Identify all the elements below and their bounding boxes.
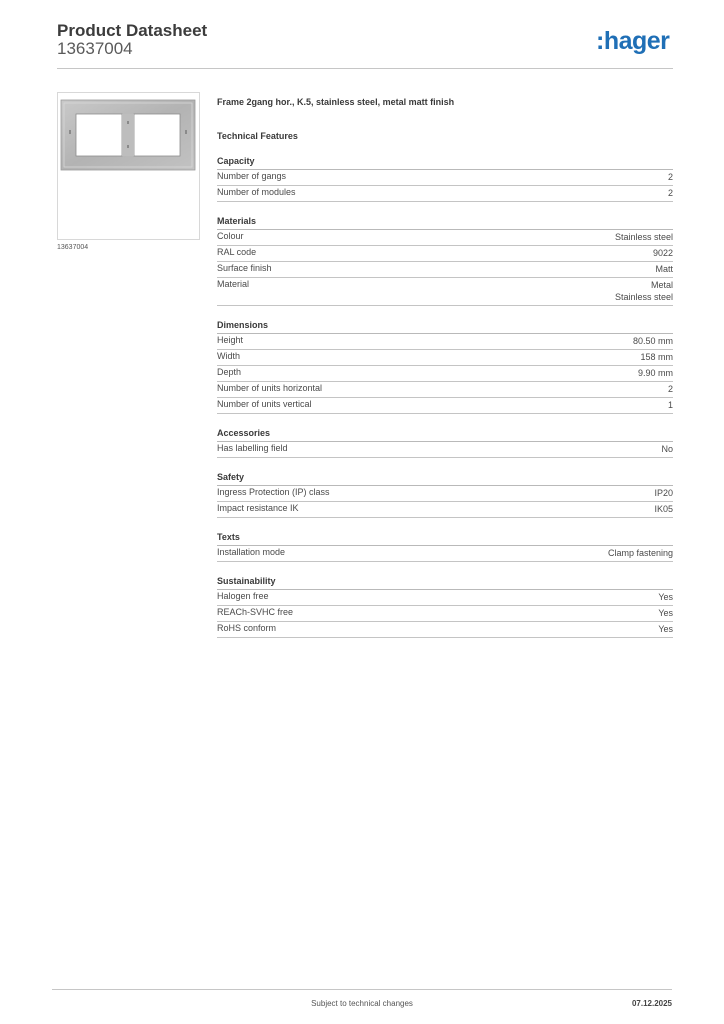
spec-row	[217, 382, 673, 398]
spec-label: Depth	[217, 367, 242, 377]
spec-row	[217, 230, 673, 246]
frame-illustration	[58, 93, 199, 239]
spec-value-line: 9.90 mm	[637, 368, 673, 378]
spec-row	[217, 350, 673, 366]
spec-value-line: Matt	[655, 264, 673, 274]
spec-row	[217, 590, 673, 606]
spec-sections	[217, 156, 673, 638]
footer-note: Subject to technical changes	[311, 999, 413, 1008]
spec-value-line: 80.50 mm	[632, 336, 673, 346]
spec-row	[217, 278, 673, 306]
section-heading: Sustainability	[217, 576, 673, 590]
spec-row	[217, 334, 673, 350]
section-heading: Safety	[217, 472, 673, 486]
spec-section-texts	[217, 532, 673, 562]
spec-value-line: Yes	[658, 624, 673, 634]
specifications	[217, 96, 673, 638]
spec-row	[217, 170, 673, 186]
spec-label: Halogen free	[217, 591, 269, 601]
footer-date: 07.12.2025	[631, 999, 672, 1008]
spec-value	[654, 487, 673, 499]
spec-row	[217, 398, 673, 414]
spec-value-line: 158 mm	[640, 352, 673, 362]
image-caption: 13637004	[57, 244, 89, 251]
spec-value-line: IP20	[654, 488, 673, 498]
spec-row	[217, 366, 673, 382]
spec-row	[217, 546, 673, 562]
section-heading: Materials	[217, 216, 673, 230]
spec-value-line: IK05	[654, 504, 673, 514]
spec-label: Surface finish	[217, 263, 272, 273]
spec-value	[653, 247, 673, 259]
spec-value-line: 9022	[652, 248, 673, 258]
spec-label: Has labelling field	[217, 443, 288, 453]
spec-value	[655, 263, 673, 275]
spec-label: RoHS conform	[217, 623, 277, 633]
spec-section-safety	[217, 472, 673, 518]
spec-label: Number of units vertical	[217, 399, 312, 409]
spec-section-accessories	[217, 428, 673, 458]
spec-value	[633, 335, 673, 347]
spec-label: Number of units horizontal	[217, 383, 323, 393]
spec-value	[658, 607, 673, 619]
spec-value	[638, 367, 673, 379]
spec-label: Ingress Protection (IP) class	[217, 487, 330, 497]
technical-features-title: Technical Features	[217, 131, 298, 141]
spec-row	[217, 246, 673, 262]
document-title: Product Datasheet	[57, 21, 208, 40]
spec-value	[654, 503, 673, 515]
spec-section-materials	[217, 216, 673, 306]
spec-label: REACh-SVHC free	[217, 607, 294, 617]
spec-label: Colour	[217, 231, 244, 241]
spec-value-line: No	[661, 444, 673, 454]
spec-value-line: Metal	[650, 280, 673, 290]
spec-value	[668, 187, 673, 199]
spec-value	[661, 443, 673, 455]
spec-value	[658, 623, 673, 635]
product-description: Frame 2gang hor., K.5, stainless steel, metal matt finish	[217, 97, 455, 107]
spec-row	[217, 606, 673, 622]
spec-value	[640, 351, 673, 363]
spec-value-line: 2	[667, 172, 673, 182]
spec-value-line: Clamp fastening	[607, 548, 673, 558]
header-divider	[57, 68, 673, 69]
spec-row	[217, 442, 673, 458]
hager-logo: :hager	[596, 27, 670, 55]
spec-value	[615, 231, 673, 243]
spec-value-line: Stainless steel	[614, 292, 673, 302]
spec-section-capacity	[217, 156, 673, 202]
spec-label: RAL code	[217, 247, 257, 257]
spec-row	[217, 622, 673, 638]
spec-row	[217, 486, 673, 502]
spec-label: Number of modules	[217, 187, 296, 197]
spec-value-line: Stainless steel	[614, 232, 673, 242]
spec-value	[658, 591, 673, 603]
spec-label: Installation mode	[217, 547, 286, 557]
spec-value-line: 2	[667, 384, 673, 394]
spec-label: Height	[217, 335, 244, 345]
spec-label: Width	[217, 351, 241, 361]
spec-row	[217, 502, 673, 518]
spec-value	[608, 547, 673, 559]
spec-value	[668, 399, 673, 411]
footer-divider	[52, 989, 672, 990]
document-number: 13637004	[57, 39, 133, 58]
spec-row	[217, 186, 673, 202]
spec-value-line: Yes	[658, 608, 673, 618]
section-heading: Texts	[217, 532, 673, 546]
spec-value	[615, 279, 673, 303]
spec-row	[217, 262, 673, 278]
section-heading: Accessories	[217, 428, 673, 442]
spec-value-line: 2	[667, 188, 673, 198]
spec-value	[668, 171, 673, 183]
section-heading: Capacity	[217, 156, 673, 170]
product-image	[57, 92, 200, 240]
spec-label: Material	[217, 279, 250, 289]
section-heading: Dimensions	[217, 320, 673, 334]
spec-section-dimensions	[217, 320, 673, 414]
spec-section-sustainability	[217, 576, 673, 638]
spec-value-line: 1	[667, 400, 673, 410]
spec-value-line: Yes	[658, 592, 673, 602]
spec-label: Impact resistance IK	[217, 503, 299, 513]
spec-label: Number of gangs	[217, 171, 287, 181]
spec-value	[668, 383, 673, 395]
